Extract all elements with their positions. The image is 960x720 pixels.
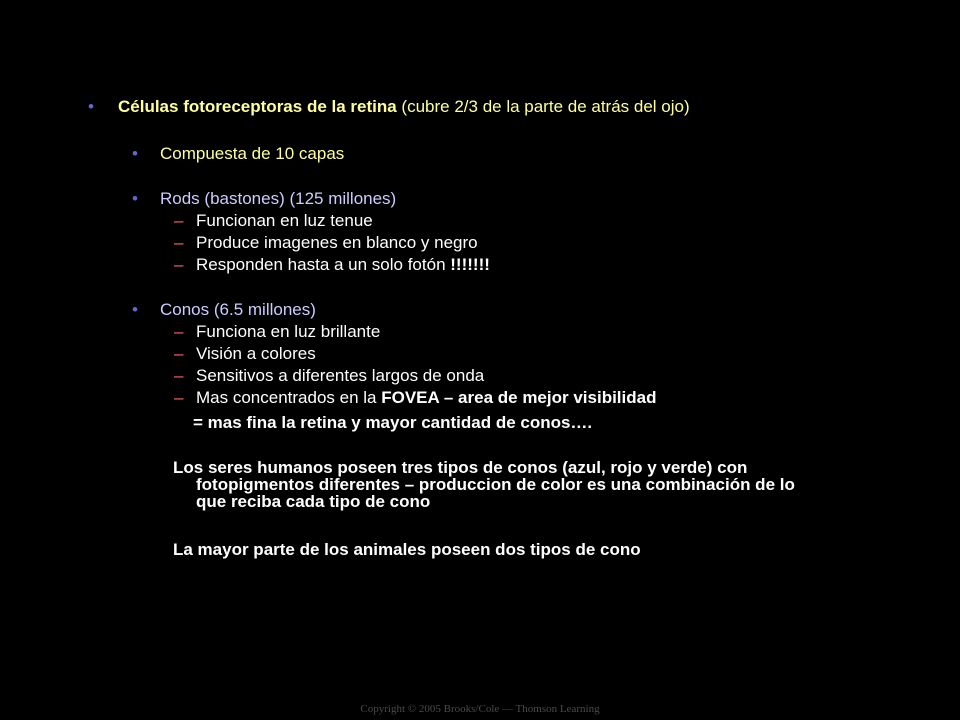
layers-text: Compuesta de 10 capas: [160, 144, 345, 163]
bullet-cones: •: [132, 300, 138, 319]
rods-heading: Rods (bastones) (125 millones): [160, 189, 397, 208]
dash-cones-1: –: [174, 322, 184, 341]
dash-rods-2: –: [174, 233, 184, 252]
bullet-rods: •: [132, 189, 138, 208]
copyright-footer: Copyright © 2005 Brooks/Cole — Thomson Learning: [360, 703, 600, 715]
fovea-bold: FOVEA – area de mejor visibilidad: [381, 388, 657, 407]
fovea-pre: Mas concentrados en la: [196, 388, 382, 407]
main-bullet-title: Células fotoreceptoras de la retina: [118, 97, 397, 116]
cones-item-2: Visión a colores: [196, 344, 316, 363]
dash-cones-4: –: [174, 388, 184, 407]
dash-rods-1: –: [174, 211, 184, 230]
rods-item-2: Produce imagenes en blanco y negro: [196, 233, 478, 252]
dash-cones-3: –: [174, 366, 184, 385]
rods-item-3-text: Responden hasta a un solo fotón: [196, 255, 446, 274]
cones-item-3: Sensitivos a diferentes largos de onda: [196, 366, 485, 385]
humans-line-2: fotopigmentos diferentes – produccion de color es una combinación de lo: [196, 475, 795, 494]
rods-item-1: Funcionan en luz tenue: [196, 211, 373, 230]
dash-cones-2: –: [174, 344, 184, 363]
main-bullet-subtitle: (cubre 2/3 de la parte de atrás del ojo): [396, 97, 690, 116]
dash-rods-3: –: [174, 255, 184, 274]
humans-line-3: que reciba cada tipo de cono: [196, 492, 431, 511]
cones-item-fovea: [196, 387, 656, 409]
animals-text: La mayor parte de los animales poseen dos tipos de cono: [173, 540, 641, 559]
humans-line-1: Los seres humanos poseen tres tipos de conos (azul, rojo y verde) con: [173, 458, 748, 477]
bullet-main: •: [88, 97, 94, 116]
main-bullet-text: [118, 96, 690, 118]
rods-item-3: [196, 254, 490, 276]
cones-note: = mas fina la retina y mayor cantidad de conos….: [193, 413, 593, 432]
rods-item-3-exclaim: !!!!!!!: [450, 255, 490, 274]
cones-item-1: Funciona en luz brillante: [196, 322, 381, 341]
cones-heading: Conos (6.5 millones): [160, 300, 316, 319]
bullet-layers: •: [132, 144, 138, 163]
